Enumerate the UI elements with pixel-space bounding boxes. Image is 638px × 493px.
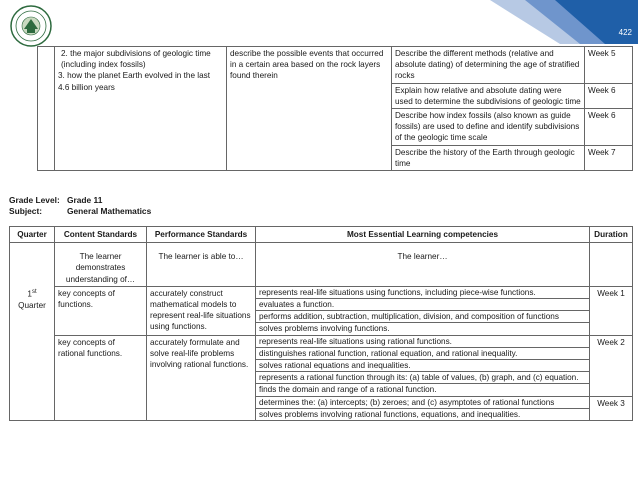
- competency-item: represents real-life situations using functions, including piece-wise functions.: [256, 287, 589, 299]
- subject-line: [9, 206, 151, 216]
- week-cell: Week 7: [585, 145, 633, 170]
- competency-item: solves problems involving rational functions, equations, and inequalities.: [259, 409, 521, 419]
- competency-cell: Describe how index fossils (also known as guide fossils) are used to define and identify subdivisions of the geologic time scale: [392, 109, 585, 146]
- competency-cell: Describe the different methods (relative and absolute dating) of determining the age of stratified rocks: [392, 47, 585, 84]
- page-number: 422: [618, 28, 632, 37]
- grade-level-label: Grade Level:: [9, 195, 60, 205]
- quarter-word: Quarter: [18, 301, 46, 311]
- deped-seal-icon: [10, 5, 52, 47]
- performance-standard-cell: accurately formulate and solve real-life problems involving rational functions.: [147, 335, 256, 420]
- header-band: [430, 0, 638, 44]
- table-row: [10, 286, 633, 335]
- subject-label: Subject:: [9, 206, 43, 216]
- math-competency-table: [9, 226, 633, 421]
- content-standard-cell: [55, 47, 227, 171]
- competency-item: finds the domain and range of a rational function.: [259, 385, 437, 395]
- competency-item: performs addition, subtraction, multiplication, division, and composition of functions: [256, 311, 589, 323]
- performance-standard-cell: describe the possible events that occurred in a certain area based on the rock layers found therein: [227, 47, 392, 171]
- science-competency-table: [37, 46, 633, 171]
- performance-standard-cell: accurately construct mathematical models to represent real-life situations using functions.: [147, 286, 256, 335]
- quarter-number: 1: [27, 290, 32, 300]
- content-standard-cell: key concepts of rational functions.: [55, 335, 147, 420]
- competency-list: [256, 335, 590, 396]
- table-row: [38, 47, 633, 84]
- competency-item: solves problems involving functions.: [259, 324, 390, 334]
- grade-level-line: [9, 195, 102, 205]
- week-cell: Week 5: [585, 47, 633, 84]
- competency-list: [256, 396, 590, 420]
- competency-cell: Explain how relative and absolute dating were used to determine the subdivisions of geologic time: [392, 83, 585, 108]
- header-duration: Duration: [590, 227, 633, 243]
- content-item: 3. how the planet Earth evolved in the last 4.6 billion years: [58, 71, 211, 92]
- duration-cell: Week 1: [590, 286, 633, 335]
- blank-cell: [10, 243, 55, 287]
- header-quarter: Quarter: [10, 227, 55, 243]
- competency-item: determines the: (a) intercepts; (b) zeroes; and (c) asymptotes of rational functions: [256, 397, 589, 409]
- competency-cell: Describe the history of the Earth through geologic time: [392, 145, 585, 170]
- header-content-standards: Content Standards: [55, 227, 147, 243]
- header-performance-standards: Performance Standards: [147, 227, 256, 243]
- blank-cell: [590, 243, 633, 287]
- competency-item: represents real-life situations using rational functions.: [256, 336, 589, 348]
- table-row: [10, 335, 633, 396]
- content-standard-cell: key concepts of functions.: [55, 286, 147, 335]
- quarter-cell: [10, 286, 55, 420]
- content-intro: The learner demonstrates understanding of…: [55, 243, 147, 287]
- subject-value: General Mathematics: [67, 206, 152, 216]
- competency-intro: The learner…: [256, 243, 590, 287]
- competency-list: [256, 286, 590, 335]
- competency-item: represents a rational function through its: (a) table of values, (b) graph, and (c) equation.: [256, 372, 589, 384]
- blank-cell: [38, 47, 55, 171]
- table-row: [10, 243, 633, 287]
- week-cell: Week 6: [585, 83, 633, 108]
- performance-intro: The learner is able to…: [147, 243, 256, 287]
- competency-item: evaluates a function.: [256, 299, 589, 311]
- quarter-suffix: st: [31, 289, 37, 296]
- header-competencies: Most Essential Learning competencies: [256, 227, 590, 243]
- content-item: 2. the major subdivisions of geologic time (including index fossils): [61, 49, 211, 70]
- duration-cell: Week 3: [590, 396, 633, 420]
- week-cell: Week 6: [585, 109, 633, 146]
- duration-cell: Week 2: [590, 335, 633, 396]
- table-header-row: [10, 227, 633, 243]
- grade-level-value: Grade 11: [67, 195, 103, 205]
- competency-item: solves rational equations and inequalities.: [256, 360, 589, 372]
- competency-item: distinguishes rational function, rational equation, and rational inequality.: [256, 348, 589, 360]
